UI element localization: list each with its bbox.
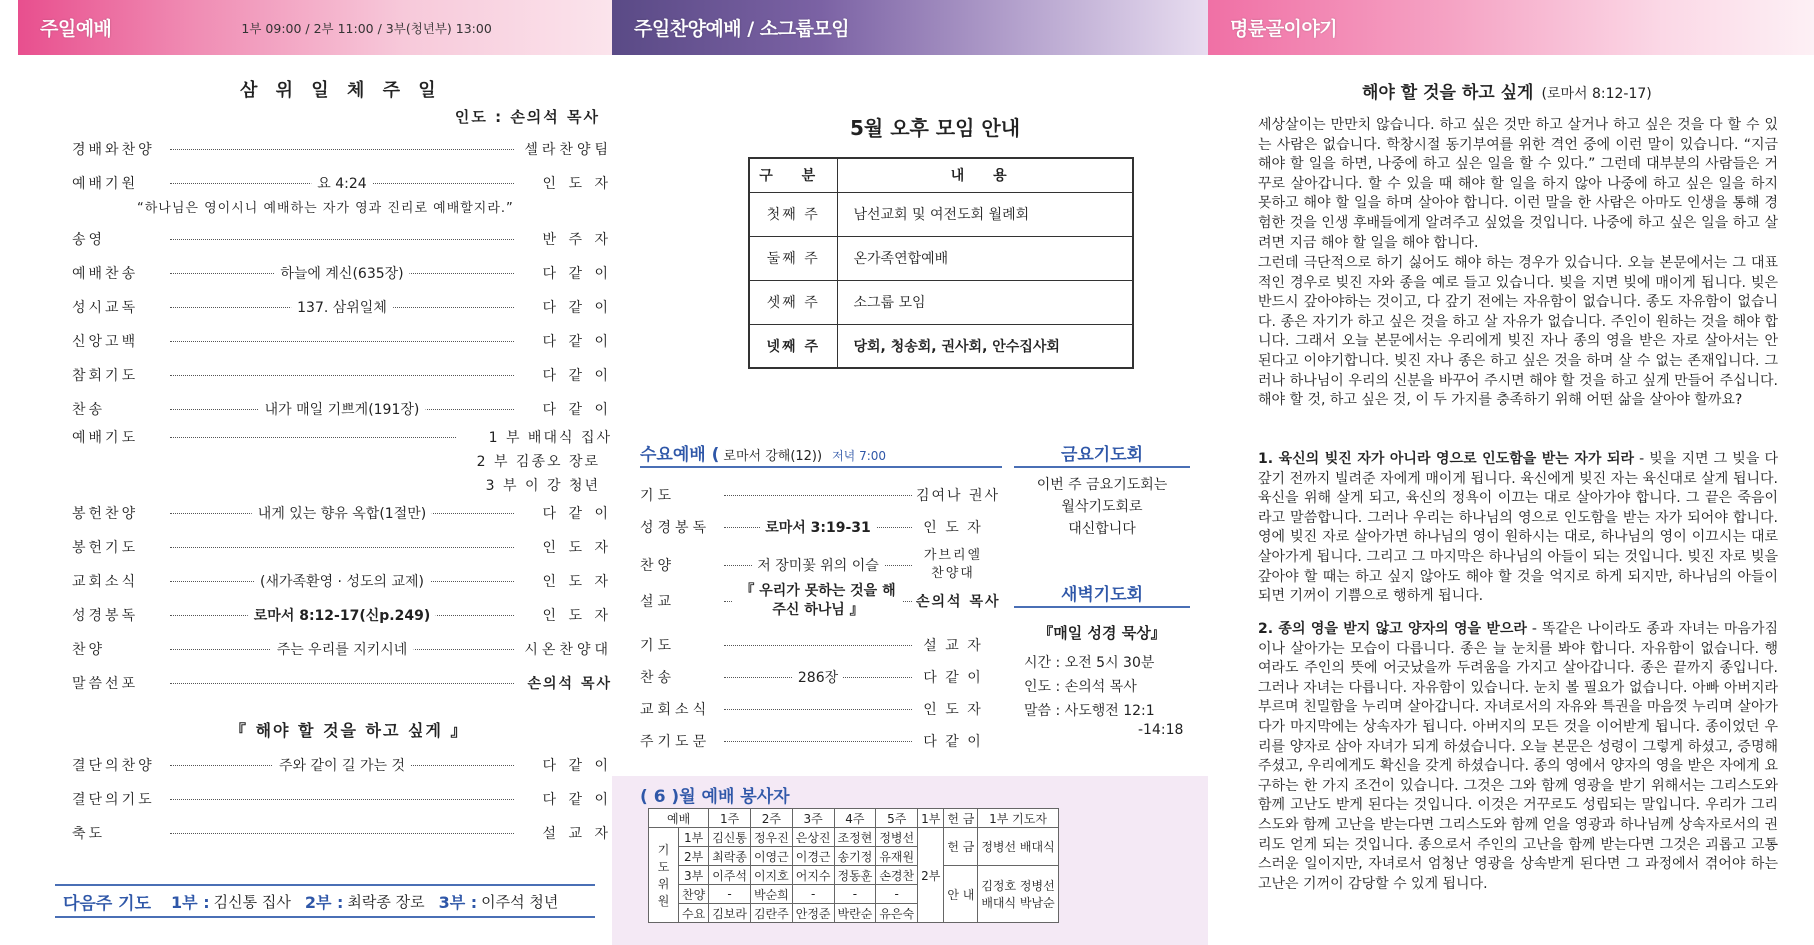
- wed-label: 주기도문: [640, 734, 711, 750]
- wed-content: 『 우리가 못하는 것을 해주신 하나님 』: [733, 582, 903, 620]
- sv-cell: 송기정: [834, 847, 876, 866]
- order-content: 주는 우리를 지키시네: [271, 639, 414, 659]
- order-row: [72, 227, 612, 251]
- meeting-week: 첫째 주: [749, 192, 837, 236]
- order-label: 찬양: [72, 642, 106, 658]
- order-content: 내게 있는 향유 옥합(1절만): [252, 503, 432, 523]
- sv-head: 5주: [876, 809, 918, 828]
- order-leader-dots: [170, 149, 514, 150]
- sv-offering-names: 정병선 배대식: [978, 828, 1058, 866]
- story-paragraph-4: [1258, 620, 1778, 894]
- order-row: [72, 295, 612, 319]
- order-label: 결단의찬양: [72, 758, 155, 774]
- header-story: [1208, 0, 1814, 55]
- p1-name: 김신통 집사: [213, 892, 291, 911]
- worship-times: 1부 09:00 / 2부 11:00 / 3부(청년부) 13:00: [241, 20, 492, 36]
- order-label: 예배기원: [72, 176, 139, 192]
- sermon-title: 『 해야 할 것을 하고 싶게 』: [230, 721, 469, 740]
- wed-label: 성경봉독: [640, 520, 711, 536]
- wed-person: 김여나 권사: [916, 488, 1001, 504]
- wednesday-time: 저녁 7:00: [832, 449, 887, 463]
- wed-content: 286장: [793, 667, 843, 687]
- sv-svc: 1부: [679, 828, 709, 847]
- order-content: 요 4:24: [311, 173, 372, 193]
- order-leader-dots: [170, 833, 514, 834]
- header-sunday-worship: [18, 0, 612, 55]
- order-person: 다 같 이: [542, 792, 612, 808]
- servant-title: ( 6 )월 예배 봉사자: [640, 787, 790, 807]
- wednesday-text: 로마서 강해(12)): [723, 449, 823, 464]
- header-title: 주일예배: [40, 18, 112, 40]
- sv-cell: 김란주: [750, 904, 792, 923]
- meeting-content: 당회, 청송회, 권사회, 안수집사회: [837, 324, 1133, 368]
- wed-row: [640, 582, 1001, 618]
- sv-cell: 유재원: [876, 847, 918, 866]
- wed-person: 설 교 자: [923, 638, 983, 654]
- story-ref: (로마서 8:12-17): [1541, 86, 1652, 102]
- wed-person: 가브리엘 찬양대: [923, 548, 983, 581]
- sv-offering-label: 헌 금: [944, 828, 978, 866]
- order-label: 봉헌찬양: [72, 506, 139, 522]
- order-label: 결단의기도: [72, 792, 155, 808]
- story-point-1: 1. 육신의 빚진 자가 아니라 영으로 인도함을 받는 자가 되라: [1258, 451, 1635, 467]
- order-person: 반 주 자: [542, 232, 612, 248]
- meeting-week: 셋째 주: [749, 280, 837, 324]
- sv-cell: -: [876, 885, 918, 904]
- order-leader-dots: [170, 437, 456, 438]
- meeting-content: 남선교회 및 여전도회 월례회: [837, 192, 1133, 236]
- friday-line: 월삭기도회로: [1061, 499, 1143, 515]
- sv-cell: 어지수: [792, 866, 834, 885]
- sv-head: 예배: [649, 809, 709, 828]
- sv-part2: 2부: [918, 828, 944, 923]
- wed-leader-dots: [724, 582, 912, 618]
- sv-cell: 정병선: [876, 828, 918, 847]
- dawn-word: 말씀 : 사도행전 12:1: [1024, 703, 1155, 719]
- order-person: 다 같 이: [542, 402, 612, 418]
- order-label: 성시교독: [72, 300, 139, 316]
- order-person: 다 같 이: [542, 506, 612, 522]
- sv-cell: 박순희: [750, 885, 792, 904]
- sv-svc: 찬양: [679, 885, 709, 904]
- sv-guide-label: 안 내: [944, 866, 978, 923]
- order-label: 송영: [72, 232, 106, 248]
- friday-title: 금요기도회: [1014, 440, 1190, 468]
- order-label: 경배와찬양: [72, 142, 155, 158]
- wed-person: 다 같 이: [923, 734, 983, 750]
- sv-head: 2주: [750, 809, 792, 828]
- sv-guide-line: 배대식 박남순: [981, 896, 1055, 910]
- wednesday-header: [640, 440, 1002, 468]
- sv-group: 기도 위원: [649, 828, 679, 923]
- wed-leader-dots: [724, 645, 912, 646]
- order-label: 예배기도: [72, 430, 139, 446]
- header-praise-worship: [612, 0, 1208, 55]
- wed-row: [640, 548, 990, 581]
- sv-cell: 김보라: [709, 904, 751, 923]
- order-leader-dots: [170, 505, 514, 522]
- order-leader-dots: [170, 607, 514, 624]
- dawn-title: 새벽기도회: [1014, 580, 1190, 608]
- order-leader-dots: [170, 175, 514, 192]
- story-paragraph-2: 그런데 극단적으로 하기 싫어도 해야 하는 경우가 있습니다. 오늘 본문에서는 그 대표적인 경우로 빚진 자와 종을 예로 들고 있습니다. 빚을 지면 빚에 매이게 됩니다. 빚은 반드시 갚아야하는 것이고, 다 갚기 전에는 자유함이 없습니다. 종도 자유함이 없습니다. 종은 자기가 하고 싶은 것을 하고 살 자유가 없습니다. 주인이 원하는 것을 해야 합니다. 그래서 오늘 본문에서는 우리에게 빚진 자나 종의 영을 받은 자로 살아서는 안 된다고 이야기합니다. 빚진 자나 종은 하고 싶은 것을 하며 살 수 없는 존재입니다. 그러나 하나님이 우리의 신분을 바꾸어 주시면 해야 할 것을 하고 싶게 만들어 주십니다. 해야 할 것, 하고 싶은 것, 이 두 가지를 충족하기 위해 어떤 삶을 살아야 할까요?: [1258, 255, 1778, 409]
- order-leader-dots: [170, 683, 514, 684]
- wed-leader-dots: [724, 495, 912, 496]
- story-title-text: 해야 할 것을 하고 싶게: [1362, 83, 1534, 103]
- order-label: 축도: [72, 826, 106, 842]
- wed-row: [640, 696, 990, 722]
- order-person: 인 도 자: [542, 176, 612, 192]
- sv-cell: 정우진: [750, 828, 792, 847]
- wed-row: [640, 514, 990, 540]
- order-content: 하늘에 계신(635장): [274, 263, 409, 283]
- order-person: 다 같 이: [542, 368, 612, 384]
- order-row: [72, 397, 612, 421]
- dawn-subtitle: 『매일 성경 묵상』: [1038, 624, 1166, 642]
- wed-row: [640, 482, 1001, 508]
- p2-name: 최락종 장로: [347, 892, 425, 911]
- sv-cell: 이주석: [709, 866, 751, 885]
- sv-head: 1부: [918, 809, 944, 828]
- sv-head: 4주: [834, 809, 876, 828]
- story-paragraph-1: 세상살이는 만만치 않습니다. 하고 싶은 것만 하고 살거나 하고 싶은 것을 다 할 수 있는 사람은 없습니다. 학창시절 동기부여를 위한 격언 중에 이런 말이 있습니다. “지금 해야 할 일을 하면, 나중에 하고 싶은 일을 할 수 있다.” 그런데 대부분의 사람들은 거꾸로 살아갑니다. 할 수 있을 때 해야 할 일을 하지 않아 나중에 하고 싶은 일을 하지 못하고 해야 할 일을 하며 살아야 합니다. 이런 말을 한 사람은 아마도 인생을 통해 경험한 것을 인생 후배들에게 알려주고 싶었을 것입니다. 나중에 하고 싶은 일을 하고 살려면 지금 해야 할 일을 해야 합니다.: [1258, 117, 1778, 251]
- wed-label: 찬양: [640, 558, 676, 574]
- order-person: 손의석 목사: [527, 676, 612, 692]
- order-leader-dots: [170, 239, 514, 240]
- order-row: [72, 261, 612, 285]
- order-content: 주와 같이 길 가는 것: [273, 755, 411, 775]
- order-leader-dots: [170, 341, 514, 342]
- servant-table: [648, 808, 1059, 923]
- order-person: 다 같 이: [542, 758, 612, 774]
- order-row: [72, 137, 612, 161]
- sv-cell: 은상진: [792, 828, 834, 847]
- order-row: [72, 787, 612, 811]
- worship-title: 삼 위 일 체 주 일: [240, 80, 442, 101]
- wed-leader-dots: [724, 557, 912, 574]
- wed-leader-dots: [724, 709, 912, 710]
- order-person: 설 교 자: [542, 826, 612, 842]
- sv-head: 헌 금: [944, 809, 978, 828]
- order-person: 다 같 이: [542, 300, 612, 316]
- order-leader-dots: [170, 799, 514, 800]
- order-person: 1 부 배대식 집사: [488, 430, 612, 446]
- wed-content: 저 장미꽃 위의 이슬: [752, 555, 884, 575]
- sv-cell: 정동훈: [834, 866, 876, 885]
- wed-label: 교회소식: [640, 702, 711, 718]
- wed-person: 다 같 이: [923, 670, 983, 686]
- order-person: 다 같 이: [542, 266, 612, 282]
- story-point-2: 2. 종의 영을 받지 않고 양자의 영을 받으라: [1258, 621, 1527, 637]
- wed-label: 설교: [640, 594, 676, 610]
- order-row: [72, 501, 612, 525]
- order-label: 찬송: [72, 402, 106, 418]
- order-leader-dots: [170, 641, 514, 658]
- wed-row: [640, 728, 990, 754]
- order-row: [72, 425, 612, 449]
- order-person: 인 도 자: [542, 608, 612, 624]
- meeting-content: 소그룹 모임: [837, 280, 1133, 324]
- order-label: 교회소식: [72, 574, 139, 590]
- order-label: 신앙고백: [72, 334, 139, 350]
- sv-cell: 조정현: [834, 828, 876, 847]
- sv-cell: 김신통: [709, 828, 751, 847]
- order-row: [72, 671, 612, 695]
- order-row: [72, 603, 612, 627]
- p3-label: 3부 :: [438, 892, 478, 912]
- meeting-head-content: 내 용: [837, 158, 1133, 192]
- wed-person: 인 도 자: [923, 702, 983, 718]
- sv-cell: 이경근: [792, 847, 834, 866]
- wed-leader-dots: [724, 741, 912, 742]
- sv-svc: 2부: [679, 847, 709, 866]
- order-leader-dots: [170, 757, 514, 774]
- order-row: [72, 637, 612, 661]
- p1-label: 1부 :: [171, 892, 210, 912]
- next-prayer-title: 다음주 기도: [63, 893, 152, 914]
- order-person: 다 같 이: [542, 334, 612, 350]
- sv-cell: 안정준: [792, 904, 834, 923]
- sv-cell: 박란순: [834, 904, 876, 923]
- order-row: [72, 821, 612, 845]
- order-person: 인 도 자: [542, 540, 612, 556]
- sv-cell: 이지호: [750, 866, 792, 885]
- order-leader-dots: [170, 265, 514, 282]
- meeting-week: 둘째 주: [749, 236, 837, 280]
- sv-cell: -: [792, 885, 834, 904]
- sv-head: 3주: [792, 809, 834, 828]
- friday-line: 이번 주 금요기도회는: [1036, 477, 1168, 493]
- wednesday-title: 수요예배 (: [640, 445, 720, 465]
- worship-leader: 인도 : 손의석 목사: [454, 108, 600, 126]
- story-title: [1362, 78, 1652, 103]
- sv-svc: 3부: [679, 866, 709, 885]
- order-row: [72, 753, 612, 777]
- order-row: [72, 363, 612, 387]
- prayer-sub-2: 2 부 김종오 장로: [476, 454, 600, 470]
- sv-svc: 수요: [679, 904, 709, 923]
- sv-guide-line: 김정호 정병선: [981, 879, 1055, 893]
- dawn-time: 시간 : 오전 5시 30분: [1024, 655, 1155, 671]
- order-leader-dots: [170, 573, 514, 590]
- wed-person: 손의석 목사: [916, 594, 1001, 610]
- wed-leader-dots: [724, 669, 912, 686]
- sv-cell: -: [834, 885, 876, 904]
- verse-quote: “하나님은 영이시니 예배하는 자가 영과 진리로 예배할지라.”: [137, 201, 514, 216]
- order-row: [72, 569, 612, 593]
- next-week-prayer: [55, 884, 595, 918]
- order-leader-dots: [170, 401, 514, 418]
- wed-row: [640, 664, 990, 690]
- meeting-title: 5월 오후 모임 안내: [850, 116, 1021, 140]
- dawn-leader: 인도 : 손의석 목사: [1024, 679, 1137, 695]
- dawn-word-2: -14:18: [1138, 722, 1184, 738]
- wed-row: [640, 632, 990, 658]
- sv-cell: 이영근: [750, 847, 792, 866]
- wed-label: 찬송: [640, 670, 676, 686]
- order-content: 내가 매일 기쁘게(191장): [259, 399, 426, 419]
- header-title: 주일찬양예배 / 소그룹모임: [634, 18, 850, 40]
- order-content: 로마서 8:12-17(신p.249): [248, 605, 436, 625]
- order-row: [72, 329, 612, 353]
- sv-cell: 손경찬: [876, 866, 918, 885]
- order-content: 137. 삼위일체: [291, 297, 393, 317]
- order-label: 말씀선포: [72, 676, 139, 692]
- order-person: 셀라찬양팀: [524, 142, 612, 158]
- sv-head: 1부 기도자: [978, 809, 1058, 828]
- wed-content: 로마서 3:19-31: [760, 517, 876, 537]
- sv-cell: 유은숙: [876, 904, 918, 923]
- meeting-content: 온가족연합예배: [837, 236, 1133, 280]
- friday-text: [1014, 474, 1190, 540]
- story-paragraph-3: [1258, 450, 1778, 607]
- p3-name: 이주석 청년: [481, 892, 559, 911]
- meeting-week: 넷째 주: [749, 324, 837, 368]
- friday-line: 대신합니다: [1068, 521, 1136, 537]
- order-person: 인 도 자: [542, 574, 612, 590]
- sv-head: 1주: [709, 809, 751, 828]
- order-leader-dots: [170, 375, 514, 376]
- order-label: 참회기도: [72, 368, 139, 384]
- order-person: 시온찬양대: [524, 642, 612, 658]
- order-leader-dots: [170, 299, 514, 316]
- order-label: 봉헌기도: [72, 540, 139, 556]
- order-label: 성경봉독: [72, 608, 139, 624]
- sv-cell: 최락종: [709, 847, 751, 866]
- meeting-table: [748, 157, 1134, 369]
- sv-guide-names: [978, 866, 1058, 923]
- order-row: [72, 535, 612, 559]
- order-content: (새가족환영 · 성도의 교제): [254, 571, 430, 591]
- order-label: 예배찬송: [72, 266, 139, 282]
- sv-cell: -: [709, 885, 751, 904]
- order-leader-dots: [170, 547, 514, 548]
- story-point-1-text: - 빚을 지면 그 빚을 다 갚기 전까지 빌려준 자에게 매이게 됩니다. 육신에게 빚진 자는 육신대로 살게 됩니다. 육신을 위해 살게 되고, 육신의 정욕이 이끄는 대로 살아가야 합니다. 그 끝은 죽음이라고 말씀합니다. 그러나 우리는 하나님의 영으로 인도함을 받는 자가 되어야 합니다. 영에 빚진 자로 살아가면 하나님의 영이 원하시는 대로, 하나님의 영이 이끄시는 대로 살아가게 됩니다. 그리고 그 마지막은 하나님의 아들이 되는 것입니다. 빚진 자로 빚을 갚아야 할 때는 하고 싶지 않아도 해야 할 것을 억지로 하게 되지만, 하나님의 아들이 되면 기꺼이 기쁨으로 행하게 됩니다.: [1258, 451, 1778, 605]
- wed-label: 기도: [640, 638, 676, 654]
- meeting-head-week: 구 분: [749, 158, 837, 192]
- p2-label: 2부 :: [304, 892, 344, 912]
- wed-label: 기도: [640, 488, 676, 504]
- wed-person: 인 도 자: [923, 520, 983, 536]
- order-row: [72, 171, 612, 195]
- wed-leader-dots: [724, 519, 912, 536]
- header-title: 명륜골이야기: [1230, 18, 1338, 40]
- prayer-sub-3: 3 부 이 강 청년: [485, 478, 600, 494]
- story-point-2-text: - 똑같은 나이라도 종과 자녀는 마음가짐이나 살아가는 모습이 다릅니다. 종은 늘 눈치를 봐야 합니다. 자유함이 없습니다. 행여라도 주인의 뜻에 어긋났을까 두려움을 가지고 살아갑니다. 종은 끝까지 종입니다. 그러나 자녀는 다릅니다. 자유함이 있습니다. 눈치 볼 필요가 없습니다. 아빠 아버지라 부르며 친밀함을 누리며 살아갑니다. 자녀로서의 자유와 특권을 마음껏 누리며 살아가다가 마지막에는 상속자가 됩니다. 아버지의 모든 것을 이어받게 됩니다. 종이었던 우리를 양자로 삼아 자녀가 되게 하셨습니다. 오늘 본문은 성령이 그렇게 하셨고, 증명해 주셨고, 우리에게도 확신을 갖게 하셨습니다. 종의 영에서 양자의 영을 받은 자에게 요구하는 한 가지 조건이 있습니다. 그것은 그와 함께 영광을 받기 위해서는 그리스도와 함께 고난도 받게 된다는 것입니다. 이것은 거꾸로도 성립되는 말입니다. 우리가 그리스도와 함께 고난을 받는다면 그리스도와 함께 얻을 영광과 하나님께 상속자로서의 권리도 얻게 되는 것입니다. 종으로서 주인의 고난을 함께 받는다면 그것은 괴롭고 고통스러운 일이지만, 자녀로서 엄청난 영광을 상속받게 된다면 그 과정에서 겪어야 하는 고난은 기꺼이 감당할 수 있게 됩니다.: [1258, 621, 1778, 892]
